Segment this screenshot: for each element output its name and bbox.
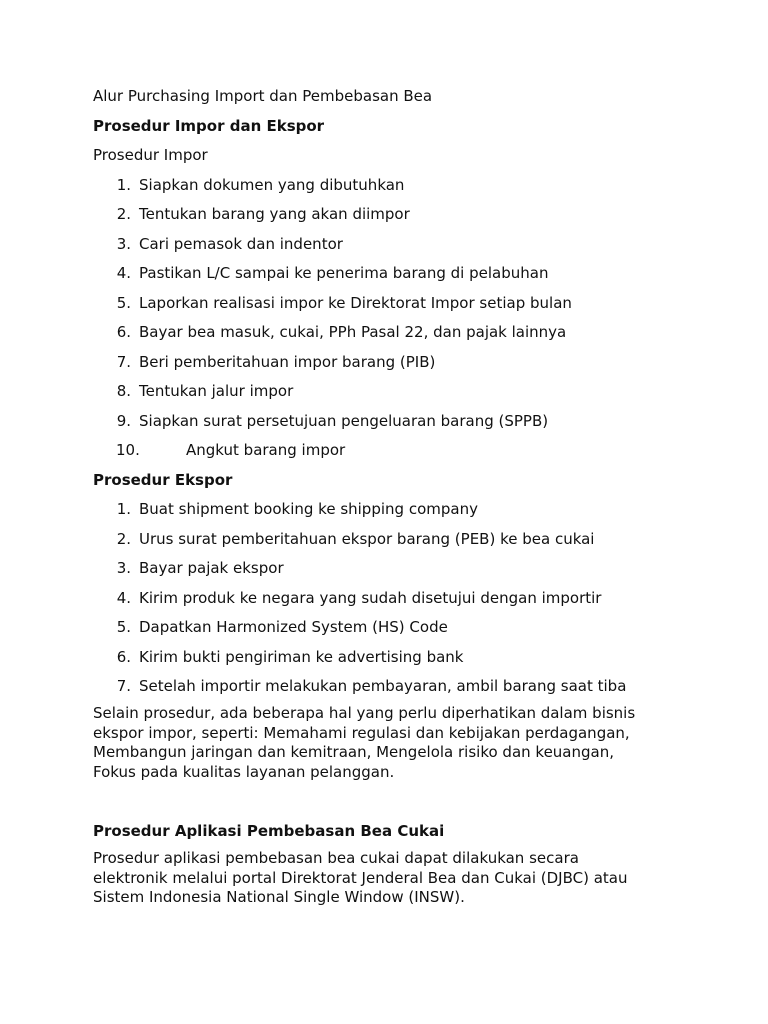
notes-line: Membangun jaringan dan kemitraan, Mengelola risiko dan keuangan, xyxy=(93,743,614,762)
notes-line: Selain prosedur, ada beberapa hal yang perlu diperhatikan dalam bisnis xyxy=(93,704,636,722)
step-number: 3. xyxy=(116,559,131,577)
import-steps-list xyxy=(93,175,693,461)
step-text: Bayar bea masuk, cukai, PPh Pasal 22, dan pajak lainnya xyxy=(139,323,567,341)
import-step-item xyxy=(93,293,693,313)
customs-exemption-heading: Prosedur Aplikasi Pembebasan Bea Cukai xyxy=(93,821,445,840)
export-step-item xyxy=(93,617,693,637)
step-number: 5. xyxy=(116,293,131,312)
export-step-item xyxy=(93,529,693,549)
import-step-item xyxy=(93,175,693,195)
step-text: Kirim produk ke negara yang sudah disetujui dengan importir xyxy=(139,588,602,607)
import-step-item xyxy=(93,352,693,372)
step-number: 6. xyxy=(116,647,131,666)
step-number: 9. xyxy=(116,411,131,430)
step-number: 1. xyxy=(116,175,131,194)
customs-line: Sistem Indonesia National Single Window (INSW). xyxy=(93,888,465,907)
step-text: Siapkan surat persetujuan pengeluaran barang (SPPB) xyxy=(139,411,549,430)
step-number: 7. xyxy=(116,677,131,695)
step-number: 4. xyxy=(116,264,131,282)
import-step-item xyxy=(93,322,693,342)
customs-line: Prosedur aplikasi pembebasan bea cukai dapat dilakukan secara xyxy=(93,848,579,867)
notes-line: ekspor impor, seperti: Memahami regulasi dan kebijakan perdagangan, xyxy=(93,723,630,742)
export-step-item xyxy=(93,647,693,667)
step-number: 2. xyxy=(116,205,131,223)
step-text: Bayar pajak ekspor xyxy=(139,559,284,577)
step-text: Angkut barang impor xyxy=(186,441,346,459)
export-step-item xyxy=(93,676,693,696)
step-number: 2. xyxy=(116,529,131,548)
step-text: Tentukan barang yang akan diimpor xyxy=(139,205,410,223)
import-step-item xyxy=(93,381,693,401)
export-steps-list xyxy=(93,499,693,696)
export-step-item xyxy=(93,588,693,608)
step-text: Cari pemasok dan indentor xyxy=(139,234,343,253)
heading-import-export: Prosedur Impor dan Ekspor xyxy=(93,116,325,135)
notes-paragraph xyxy=(93,704,693,783)
export-step-item xyxy=(93,499,693,519)
import-procedure-label: Prosedur Impor xyxy=(93,146,208,164)
step-text: Buat shipment booking ke shipping company xyxy=(139,500,478,518)
step-number: 8. xyxy=(116,382,131,400)
import-step-item xyxy=(93,204,693,224)
step-text: Siapkan dokumen yang dibutuhkan xyxy=(139,175,405,194)
step-text: Beri pemberitahuan impor barang (PIB) xyxy=(139,352,436,371)
step-number: 4. xyxy=(116,588,131,607)
step-text: Setelah importir melakukan pembayaran, ambil barang saat tiba xyxy=(139,677,627,695)
step-text: Pastikan L/C sampai ke penerima barang di pelabuhan xyxy=(139,264,549,282)
customs-paragraph xyxy=(93,849,693,908)
export-step-item xyxy=(93,558,693,578)
step-number: 5. xyxy=(116,618,131,636)
step-text: Dapatkan Harmonized System (HS) Code xyxy=(139,618,448,636)
import-step-item xyxy=(93,234,693,254)
step-text: Laporkan realisasi impor ke Direktorat Impor setiap bulan xyxy=(139,293,572,312)
step-number: 7. xyxy=(116,352,131,371)
export-procedure-heading: Prosedur Ekspor xyxy=(93,470,233,489)
import-step-item xyxy=(93,263,693,283)
customs-line: elektronik melalui portal Direktorat Jenderal Bea dan Cukai (DJBC) atau xyxy=(93,868,628,887)
document-page xyxy=(93,86,693,908)
step-text: Urus surat pemberitahuan ekspor barang (PEB) ke bea cukai xyxy=(139,529,595,548)
step-number: 3. xyxy=(116,234,131,253)
step-text: Kirim bukti pengiriman ke advertising bank xyxy=(139,647,464,666)
step-text: Tentukan jalur impor xyxy=(139,382,294,400)
notes-line: Fokus pada kualitas layanan pelanggan. xyxy=(93,763,395,782)
document-title: Alur Purchasing Import dan Pembebasan Bea xyxy=(93,87,433,105)
step-number: 10. xyxy=(116,441,140,459)
step-number: 6. xyxy=(116,323,131,341)
import-step-item xyxy=(93,411,693,431)
step-number: 1. xyxy=(116,500,131,518)
import-step-item xyxy=(93,440,693,460)
